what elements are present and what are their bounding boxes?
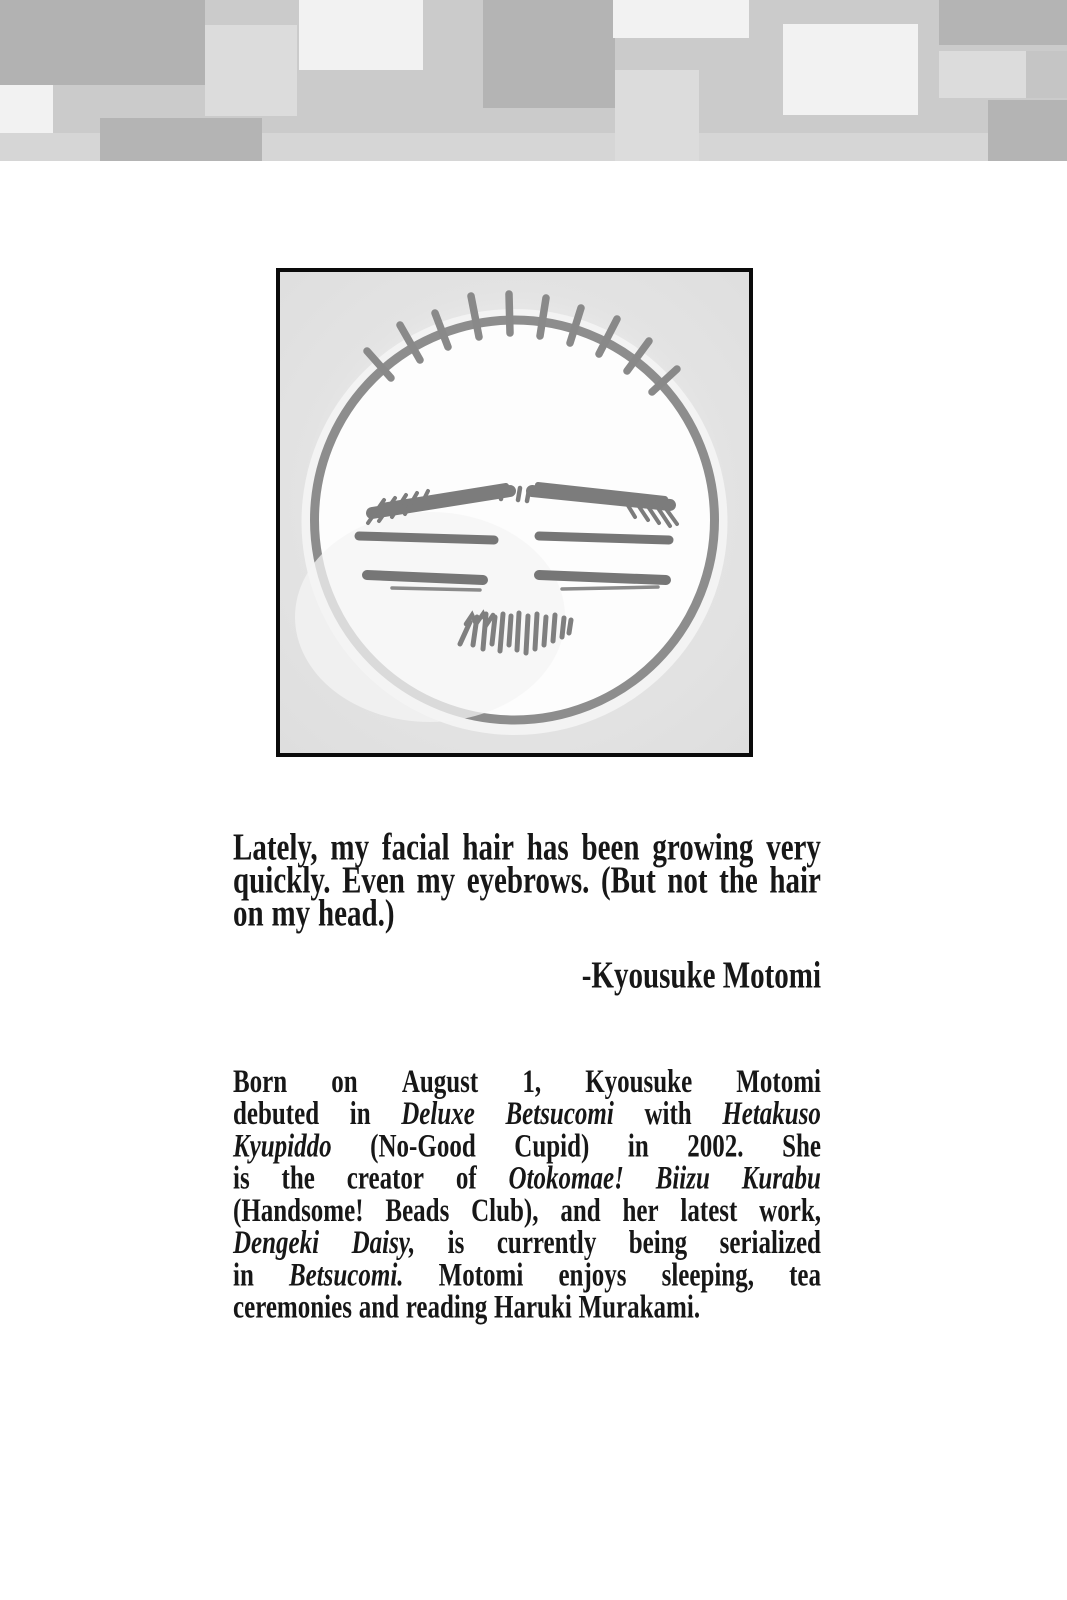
word: Motomi: [736, 1064, 821, 1100]
word: with: [644, 1096, 692, 1132]
author-signature-text: -Kyousuke Motomi: [581, 954, 821, 997]
word: Beads: [385, 1193, 450, 1229]
word: head.): [317, 892, 395, 935]
word: tea: [789, 1258, 821, 1294]
mosaic-block: [783, 24, 918, 115]
text-line: [233, 1227, 821, 1259]
word: my: [271, 892, 311, 935]
word: hair: [462, 826, 514, 869]
word: (No-Good: [370, 1129, 476, 1165]
word: August: [401, 1064, 479, 1100]
word: work,: [759, 1193, 821, 1229]
mosaic-block: [939, 51, 1026, 98]
word: been: [581, 826, 640, 869]
word: the: [719, 859, 758, 902]
text-line: [233, 1098, 821, 1130]
word: the: [281, 1161, 315, 1197]
author-signature: [233, 954, 821, 997]
word: currently: [496, 1225, 597, 1261]
word: of: [455, 1161, 477, 1197]
title-word: Kyupiddo: [233, 1129, 332, 1165]
word: Kyousuke: [585, 1064, 693, 1100]
word: latest: [680, 1193, 738, 1229]
word: Haruki: [494, 1290, 572, 1326]
word: on: [233, 892, 264, 935]
decorative-header-mosaic: [0, 0, 1067, 161]
face-shading: [295, 512, 565, 722]
word: my: [416, 859, 456, 902]
text-line: [233, 1131, 821, 1163]
word: Cupid): [514, 1129, 590, 1165]
word: Murakami.: [578, 1290, 701, 1326]
author-face-drawing: [280, 272, 749, 753]
title-word: Otokomae!: [508, 1161, 624, 1197]
word: on: [331, 1064, 358, 1100]
word: in: [627, 1129, 649, 1165]
word: Lately,: [233, 826, 318, 869]
word: being: [628, 1225, 688, 1261]
word: her: [622, 1193, 659, 1229]
word: ceremonies: [233, 1290, 352, 1326]
title-word: Daisy,: [351, 1225, 416, 1261]
word: Club),: [471, 1193, 539, 1229]
word: hair: [769, 859, 821, 902]
mosaic-block: [988, 100, 1067, 161]
mosaic-block: [1026, 51, 1067, 98]
mosaic-block: [0, 0, 205, 85]
word: my: [330, 826, 370, 869]
author-portrait-box: [276, 268, 753, 757]
word: very: [766, 826, 821, 869]
word: in: [349, 1096, 371, 1132]
word: sleeping,: [661, 1258, 754, 1294]
word: and: [560, 1193, 601, 1229]
word: quickly.: [233, 859, 331, 902]
word: (Handsome!: [233, 1193, 364, 1229]
title-word: Betsucomi.: [288, 1258, 404, 1294]
word: facial: [381, 826, 450, 869]
title-word: Biizu: [655, 1161, 710, 1197]
word: growing: [652, 826, 754, 869]
word: reading: [405, 1290, 488, 1326]
word: (But: [600, 859, 656, 902]
word: not: [667, 859, 708, 902]
text-line: [233, 1195, 821, 1227]
title-word: Deluxe: [401, 1096, 475, 1132]
text-line: [233, 1066, 821, 1098]
mosaic-block: [613, 0, 749, 38]
text-line: [233, 1292, 821, 1324]
word: eyebrows.: [466, 859, 590, 902]
word: serialized: [719, 1225, 821, 1261]
title-word: Kurabu: [741, 1161, 821, 1197]
word: creator: [346, 1161, 424, 1197]
mosaic-block: [615, 70, 699, 161]
word: has: [526, 826, 569, 869]
mosaic-block: [0, 85, 53, 133]
mosaic-block: [939, 0, 1067, 45]
mosaic-block: [205, 25, 297, 116]
word: in: [233, 1258, 254, 1294]
title-word: Betsucomi: [505, 1096, 614, 1132]
word: 2002.: [687, 1129, 744, 1165]
mosaic-block: [483, 0, 615, 108]
word: 1,: [522, 1064, 542, 1100]
mosaic-block: [100, 118, 262, 161]
word: is: [447, 1225, 465, 1261]
word: is: [233, 1161, 250, 1197]
text-line: [233, 1163, 821, 1195]
word: Even: [342, 859, 405, 902]
word: enjoys: [558, 1258, 627, 1294]
author-bio: [233, 1066, 821, 1324]
title-word: Hetakuso: [722, 1096, 821, 1132]
word: debuted: [233, 1096, 320, 1132]
word: and: [358, 1290, 399, 1326]
word: Born: [233, 1064, 288, 1100]
word: Motomi: [438, 1258, 524, 1294]
text-line: [233, 892, 821, 935]
author-comment: [233, 826, 821, 935]
title-word: Dengeki: [233, 1225, 320, 1261]
text-line: [233, 1260, 821, 1292]
word: She: [782, 1129, 821, 1165]
mosaic-block: [299, 0, 423, 70]
